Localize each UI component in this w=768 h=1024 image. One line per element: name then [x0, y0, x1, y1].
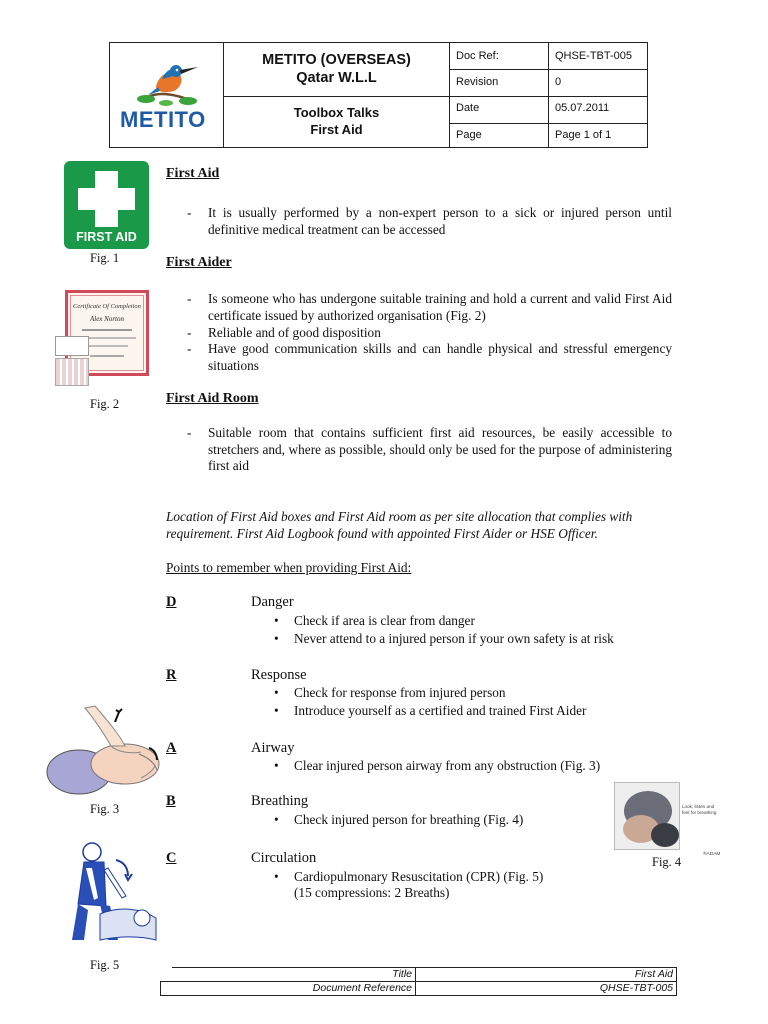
- points-title: Points to remember when providing First Aid:: [166, 560, 412, 575]
- first-aid-room-item: - Suitable room that contains sufficient first aid resources, be easily accessible to stretchers and, where as possible, should only be used for the purpose of administering first aid: [187, 425, 672, 473]
- fig4-caption-text: Look, listen and feel for breathing: [682, 804, 717, 815]
- logo-wordmark: METITO: [120, 107, 206, 132]
- revision-value: 0: [555, 76, 562, 88]
- doc-title-line2: First Aid: [310, 122, 363, 137]
- certificate-name: Alex Norton: [89, 315, 125, 323]
- footer-docref-label: Document Reference: [312, 982, 412, 994]
- first-aid-sign-text: FIRST AID: [76, 230, 137, 244]
- drabc-letter: B: [166, 793, 176, 809]
- doc-title-line1: Toolbox Talks: [293, 105, 380, 120]
- page-value: Page 1 of 1: [555, 129, 612, 141]
- drabc-bullet: • Never attend to a injured person if your own safety is at risk: [274, 631, 614, 646]
- wallet-card-grid: [55, 358, 89, 386]
- head-tilt-icon: [45, 698, 165, 796]
- drabc-bullet: • Cardiopulmonary Resuscitation (CPR) (Fig. 5): [274, 869, 544, 884]
- certificate-title: Certificate Of Completion: [73, 303, 141, 310]
- fig5-caption: Fig. 5: [90, 958, 120, 972]
- breathing-photo: [614, 782, 680, 850]
- first-aider-item: - Have good communication skills and can handle physical and stressful emergency situations: [187, 341, 672, 373]
- first-aider-item: - Is someone who has undergone suitable training and hold a current and valid First Aid certificate issued by authorized organisation (Fig. 2): [187, 291, 672, 323]
- drabc-bullet: • Clear injured person airway from any obstruction (Fig. 3): [274, 758, 601, 773]
- header-table: [109, 42, 648, 148]
- cpr-ratio: (15 compressions: 2 Breaths): [294, 885, 450, 900]
- cpr-compression-icon: [60, 840, 160, 952]
- revision-label: Revision: [456, 76, 499, 88]
- company-name: METITO (OVERSEAS): [262, 52, 411, 68]
- fig3-caption: Fig. 3: [90, 802, 120, 816]
- fig1-caption: Fig. 1: [90, 251, 120, 265]
- fig2-caption: Fig. 2: [90, 397, 120, 411]
- doc-ref-value: QHSE-TBT-005: [555, 50, 633, 62]
- drabc-letter: D: [166, 594, 177, 610]
- page-label: Page: [456, 129, 482, 141]
- first-aid-item: - It is usually performed by a non-expert person to a sick or injured person until definitive medical treatment can be accessed: [187, 205, 672, 237]
- section-title-first-aid: First Aid: [166, 166, 220, 181]
- drabc-step: Response: [251, 667, 307, 683]
- drabc-bullet: • Introduce yourself as a certified and trained First Aider: [274, 703, 587, 718]
- footer-title-label: Title: [392, 968, 412, 980]
- rescuer-face-icon: [615, 783, 680, 850]
- certificate-image: [55, 288, 151, 392]
- fig4-credit: ®ADAM: [703, 852, 721, 857]
- drabc-letter: A: [166, 740, 177, 756]
- company-location: Qatar W.L.L: [296, 70, 377, 86]
- drabc-step: Circulation: [251, 850, 317, 866]
- wallet-card: [55, 336, 89, 356]
- location-note: Location of First Aid boxes and First Aid room as per site allocation that complies with requirement. First Aid Logbook found with appointed First Aider or HSE Officer.: [166, 509, 633, 541]
- drabc-bullet: • Check injured person for breathing (Fig. 4): [274, 812, 524, 827]
- footer-docref-value: QHSE-TBT-005: [599, 982, 673, 994]
- metito-logo: [118, 57, 216, 137]
- cpr-illustration: [60, 840, 160, 952]
- date-label: Date: [456, 102, 480, 114]
- drabc-step: Danger: [251, 594, 294, 610]
- doc-ref-label: Doc Ref:: [456, 50, 499, 62]
- drabc-step: Breathing: [251, 793, 309, 809]
- kingfisher-icon: [118, 57, 216, 109]
- white-cross-icon: [64, 167, 149, 229]
- section-title-first-aid-room: First Aid Room: [166, 391, 259, 406]
- fig4-caption: Fig. 4: [652, 855, 682, 869]
- footer-table: [160, 967, 677, 996]
- drabc-letter: C: [166, 850, 177, 866]
- date-value: 05.07.2011: [555, 102, 610, 114]
- footer-title-value: First Aid: [634, 968, 673, 980]
- section-title-first-aider: First Aider: [166, 255, 232, 270]
- drabc-step: Airway: [251, 740, 295, 756]
- first-aid-sign: [64, 161, 149, 249]
- drabc-bullet: • Check if area is clear from danger: [274, 613, 475, 628]
- drabc-bullet: • Check for response from injured person: [274, 685, 506, 700]
- first-aider-item: - Reliable and of good disposition: [187, 325, 381, 340]
- airway-illustration: [45, 698, 165, 796]
- drabc-letter: R: [166, 667, 177, 683]
